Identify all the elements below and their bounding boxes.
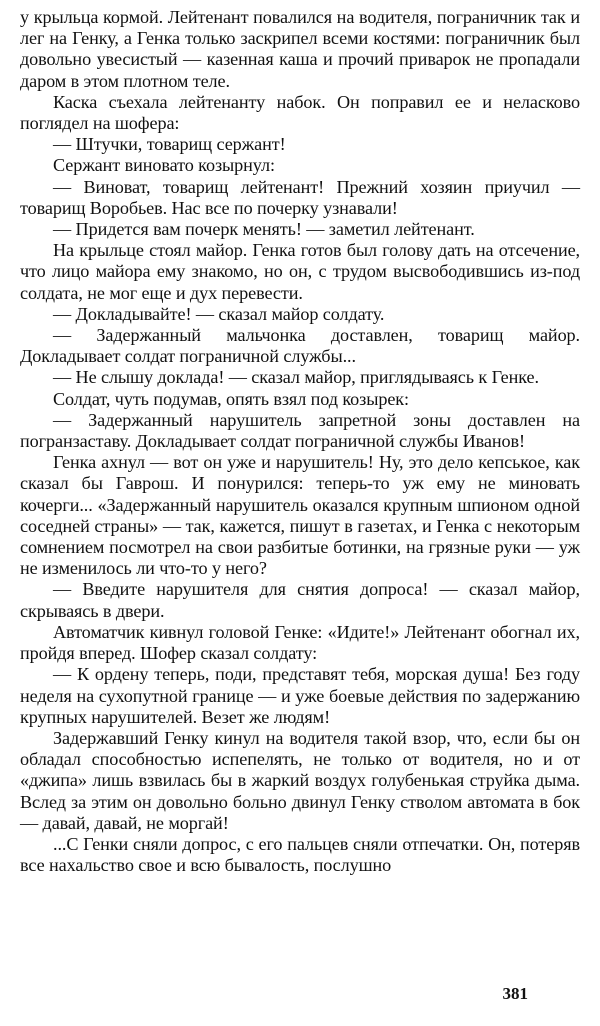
dialogue-line: — Штучки, товарищ сержант!: [53, 134, 286, 155]
paragraph: Сержант виновато козырнул:: [53, 155, 275, 176]
dialogue-line: — Введите нарушителя для снятия допроса! — сказал майор, скрываясь в двери.: [20, 579, 580, 621]
paragraph: Солдат, чуть подумав, опять взял под козырек:: [53, 388, 409, 409]
paragraph: Каска съехала лейтенанту набок. Он поправил ее и неласково поглядел на шофера:: [20, 91, 580, 134]
page-number: 381: [502, 984, 528, 1003]
paragraph: ...С Генки сняли допрос, с его пальцев сняли отпечатки. Он, потеряв все нахальство свое и всю бывалость, послушно: [20, 833, 580, 876]
paragraph: На крыльце стоял майор. Генка готов был голову дать на отсечение, что лицо майора ему знакомо, но он, с трудом высвободившись из-под солдата, не мог еще и дух перевести.: [20, 240, 580, 303]
paragraph: Генка ахнул — вот он уже и нарушитель! Ну, это дело кепськое, как сказал бы Гаврош. И понурился: теперь-то уж ему не миновать кочерги... «Задержанный нарушитель оказался крупным шпионом одной соседней страны» — так, кажется, пишут в газетах, и Генка с некоторым сомнением посмотрел на свои разбитые ботинки, на грязные руки — уж не изменилось ли что-то у него?: [20, 452, 580, 579]
dialogue-line: — Задержанный мальчонка доставлен, товарищ майор. Докладывает солдат пограничной службы...: [20, 325, 580, 367]
book-page-text: [20, 7, 580, 876]
dialogue-line: — Виноват, товарищ лейтенант! Прежний хозяин приучил — товарищ Воробьев. Нас все по почерку узнавали!: [20, 176, 580, 218]
dialogue-line: — Придется вам почерк менять! — заметил лейтенант.: [53, 219, 475, 240]
dialogue-line: — К ордену теперь, поди, представят тебя, морская душа! Без году неделя на сухопутной границе — и уже боевые действия по задержанию крупных нарушителей. Везет же людям!: [20, 664, 580, 727]
paragraph: Автоматчик кивнул головой Генке: «Идите!» Лейтенант обогнал их, пройдя вперед. Шофер сказал солдату:: [20, 621, 580, 664]
dialogue-line: — Докладывайте! — сказал майор солдату.: [53, 303, 385, 324]
dialogue-line: — Не слышу доклада! — сказал майор, приглядываясь к Генке.: [53, 367, 539, 388]
paragraph: у крыльца кормой. Лейтенант повалился на водителя, пограничник так и лег на Генку, а Генка только заскрипел всеми костями: пограничник был довольно увесистый — казенная каша и прочий приварок не пропадали даром в этом плотном теле.: [20, 7, 580, 91]
paragraph: Задержавший Генку кинул на водителя такой взор, что, если бы он обладал способностью испепелять, не только от водителя, но и от «джипа» лишь взвилась бы в жаркий воздух голубенькая струйка дыма. Вслед за этим он довольно больно двинул Генку стволом автомата в бок — давай, давай, не моргай!: [20, 727, 580, 833]
dialogue-line: — Задержанный нарушитель запретной зоны доставлен на погранзаставу. Докладывает солдат пограничной службы Иванов!: [20, 409, 580, 452]
